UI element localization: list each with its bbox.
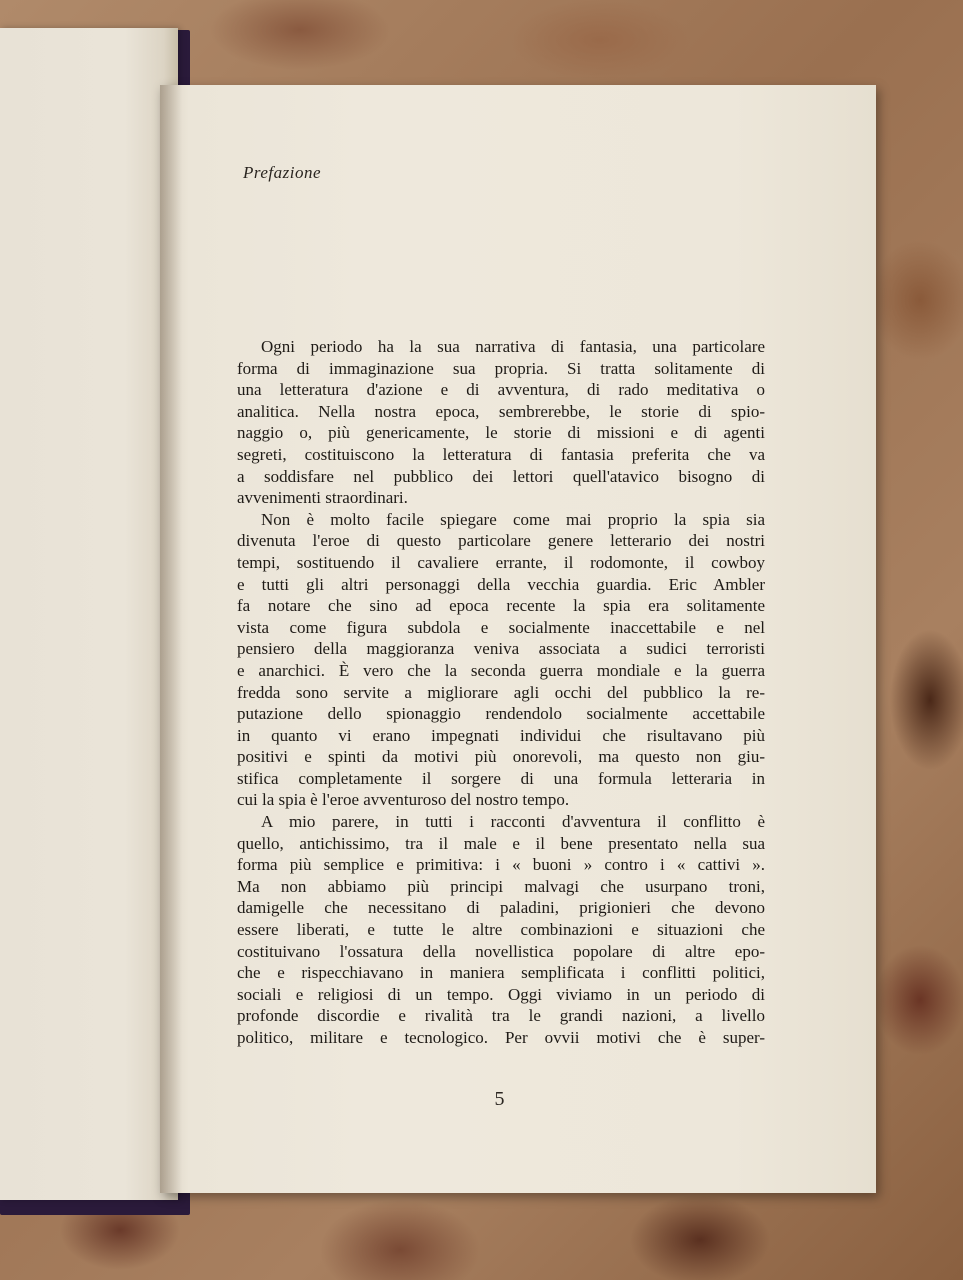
- text-line: forma più semplice e primitiva: i « buoni » contro i « cattivi ».: [237, 855, 765, 875]
- text-line: stifica completamente il sorgere di una formula letteraria in: [237, 768, 765, 788]
- text-line: costituivano l'ossatura della novellistica popolare di altre epo-: [237, 941, 765, 961]
- text-line: positivi e spinti da motivi più onorevoli, ma questo non giu-: [237, 747, 765, 767]
- text-line: fa notare che sino ad epoca recente la spia era solitamente: [237, 596, 765, 616]
- text-line: A mio parere, in tutti i racconti d'avventura il conflitto è: [261, 812, 765, 832]
- text-line: avvenimenti straordinari.: [237, 488, 408, 508]
- text-line: damigelle che necessitano di paladini, prigionieri che devono: [237, 898, 765, 918]
- text-line: in quanto vi erano impegnati individui che risultavano più: [237, 725, 765, 745]
- spine-shadow: [160, 85, 182, 1193]
- text-line: vista come figura subdola e socialmente inaccettabile e nel: [237, 617, 765, 637]
- left-page: [0, 28, 178, 1200]
- text-line: e tutti gli altri personaggi della vecchia guardia. Eric Ambler: [237, 574, 765, 594]
- text-line: una letteratura d'azione e di avventura, di rado meditativa o: [237, 380, 765, 400]
- text-line: fredda sono servite a migliorare agli occhi del pubblico la re-: [237, 682, 765, 702]
- text-line: Ma non abbiamo più principi malvagi che usurpano troni,: [237, 876, 765, 896]
- text-line: sociali e religiosi di un tempo. Oggi viviamo in un periodo di: [237, 984, 765, 1004]
- text-line: putazione dello spionaggio rendendolo socialmente accettabile: [237, 704, 765, 724]
- text-line: quello, antichissimo, tra il male e il bene presentato nella sua: [237, 833, 765, 853]
- text-line: naggio o, più genericamente, le storie di missioni e di agenti: [237, 423, 765, 443]
- text-line: e anarchici. È vero che la seconda guerra mondiale e la guerra: [237, 660, 765, 680]
- text-line: Non è molto facile spiegare come mai proprio la spia sia: [261, 509, 765, 529]
- text-line: Ogni periodo ha la sua narrativa di fantasia, una particolare: [261, 337, 765, 356]
- running-header: Prefazione: [243, 163, 322, 182]
- text-line: cui la spia è l'eroe avventuroso del nostro tempo.: [237, 790, 570, 810]
- page-number: 5: [494, 1088, 505, 1110]
- text-line: politico, militare e tecnologico. Per ovvii motivi che è super-: [237, 1028, 765, 1047]
- body-text: [237, 336, 765, 1049]
- text-line: essere liberati, e tutte le altre combinazioni e situazioni che: [237, 920, 765, 940]
- text-line: segreti, costituiscono la letteratura di fantasia preferita che va: [237, 444, 765, 464]
- text-line: che e rispecchiavano in maniera semplificata i conflitti politici,: [237, 963, 765, 983]
- text-line: profonde discordie e rivalità tra le grandi nazioni, a livello: [237, 1006, 765, 1026]
- text-line: a soddisfare nel pubblico dei lettori quell'atavico bisogno di: [237, 466, 765, 486]
- text-line: forma di immaginazione sua propria. Si tratta solitamente di: [237, 358, 765, 378]
- text-line: analitica. Nella nostra epoca, sembrerebbe, le storie di spio-: [237, 401, 765, 421]
- text-line: tempi, sostituendo il cavaliere errante, il rodomonte, il cowboy: [237, 552, 765, 572]
- text-line: divenuta l'eroe di questo particolare genere letterario dei nostri: [237, 531, 765, 551]
- text-line: pensiero della maggioranza veniva associata a sudici terroristi: [237, 639, 765, 659]
